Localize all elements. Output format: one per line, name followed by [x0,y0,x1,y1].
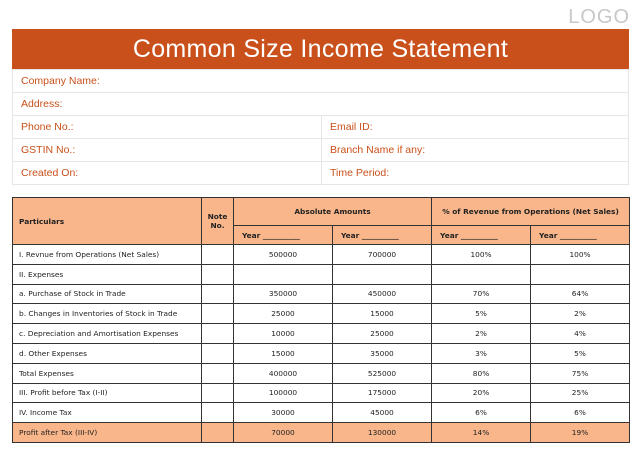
row-note[interactable] [202,284,234,304]
row-percent-year-1[interactable]: 14% [432,423,531,443]
row-amount-year-2[interactable] [333,264,432,284]
row-amount-year-2[interactable]: 25000 [333,324,432,344]
table-row [13,403,630,423]
table-row [13,324,630,344]
row-amount-year-1[interactable]: 350000 [234,284,333,304]
page-title: Common Size Income Statement [12,29,629,69]
table-row [13,423,630,443]
gstin-field[interactable]: GSTIN No.: [13,139,322,162]
row-amount-year-1[interactable]: 400000 [234,363,333,383]
row-amount-year-2[interactable]: 175000 [333,383,432,403]
row-label[interactable]: d. Other Expenses [13,343,202,363]
row-note[interactable] [202,264,234,284]
row-percent-year-2[interactable]: 6% [531,403,630,423]
row-amount-year-1[interactable]: 10000 [234,324,333,344]
time-period-field[interactable]: Time Period: [322,162,629,185]
header-particulars: Particulars [13,198,202,245]
row-label[interactable]: I. Revnue from Operations (Net Sales) [13,245,202,265]
row-label[interactable]: Profit after Tax (III-IV) [13,423,202,443]
row-percent-year-2[interactable]: 19% [531,423,630,443]
income-statement-table [12,197,630,443]
row-percent-year-2[interactable]: 100% [531,245,630,265]
year-header-pct-2[interactable]: Year __________ [531,226,630,245]
year-header-abs-2[interactable]: Year __________ [333,226,432,245]
row-amount-year-1[interactable]: 25000 [234,304,333,324]
header-absolute-amounts: Absolute Amounts [234,198,432,226]
row-percent-year-1[interactable]: 20% [432,383,531,403]
branch-field[interactable]: Branch Name if any: [322,139,629,162]
row-amount-year-2[interactable]: 15000 [333,304,432,324]
email-field[interactable]: Email ID: [322,116,629,139]
table-row [13,383,630,403]
phone-field[interactable]: Phone No.: [13,116,322,139]
row-percent-year-2[interactable] [531,264,630,284]
row-percent-year-1[interactable]: 5% [432,304,531,324]
company-name-field[interactable]: Company Name: [13,70,629,93]
row-amount-year-1[interactable]: 100000 [234,383,333,403]
row-label[interactable]: Total Expenses [13,363,202,383]
table-row [13,284,630,304]
table-row [13,304,630,324]
row-percent-year-1[interactable]: 80% [432,363,531,383]
row-percent-year-1[interactable]: 2% [432,324,531,344]
row-percent-year-2[interactable]: 2% [531,304,630,324]
row-note[interactable] [202,245,234,265]
row-percent-year-2[interactable]: 5% [531,343,630,363]
row-percent-year-1[interactable]: 6% [432,403,531,423]
created-on-field[interactable]: Created On: [13,162,322,185]
row-percent-year-2[interactable]: 64% [531,284,630,304]
row-note[interactable] [202,343,234,363]
row-amount-year-1[interactable]: 30000 [234,403,333,423]
row-amount-year-1[interactable] [234,264,333,284]
logo: LOGO [568,6,630,28]
row-amount-year-1[interactable]: 500000 [234,245,333,265]
row-amount-year-1[interactable]: 70000 [234,423,333,443]
row-label[interactable]: IV. Income Tax [13,403,202,423]
row-amount-year-2[interactable]: 130000 [333,423,432,443]
header-percent-revenue: % of Revenue from Operations (Net Sales) [432,198,630,226]
row-label[interactable]: b. Changes in Inventories of Stock in Trade [13,304,202,324]
row-percent-year-1[interactable]: 3% [432,343,531,363]
row-amount-year-2[interactable]: 35000 [333,343,432,363]
year-header-pct-1[interactable]: Year __________ [432,226,531,245]
row-note[interactable] [202,383,234,403]
address-field[interactable]: Address: [13,93,629,116]
header-note-no: Note No. [202,198,234,245]
company-info-table [12,69,629,185]
row-percent-year-1[interactable] [432,264,531,284]
table-row [13,343,630,363]
row-amount-year-2[interactable]: 450000 [333,284,432,304]
row-percent-year-1[interactable]: 100% [432,245,531,265]
row-amount-year-2[interactable]: 45000 [333,403,432,423]
row-amount-year-2[interactable]: 525000 [333,363,432,383]
row-note[interactable] [202,324,234,344]
row-label[interactable]: III. Profit before Tax (I-II) [13,383,202,403]
row-note[interactable] [202,363,234,383]
row-note[interactable] [202,403,234,423]
row-note[interactable] [202,423,234,443]
table-row [13,363,630,383]
table-row [13,245,630,265]
row-label[interactable]: a. Purchase of Stock in Trade [13,284,202,304]
row-amount-year-1[interactable]: 15000 [234,343,333,363]
row-amount-year-2[interactable]: 700000 [333,245,432,265]
table-row [13,264,630,284]
row-percent-year-2[interactable]: 75% [531,363,630,383]
row-percent-year-1[interactable]: 70% [432,284,531,304]
row-label[interactable]: c. Depreciation and Amortisation Expenses [13,324,202,344]
row-percent-year-2[interactable]: 25% [531,383,630,403]
year-header-abs-1[interactable]: Year __________ [234,226,333,245]
row-percent-year-2[interactable]: 4% [531,324,630,344]
row-note[interactable] [202,304,234,324]
row-label[interactable]: II. Expenses [13,264,202,284]
